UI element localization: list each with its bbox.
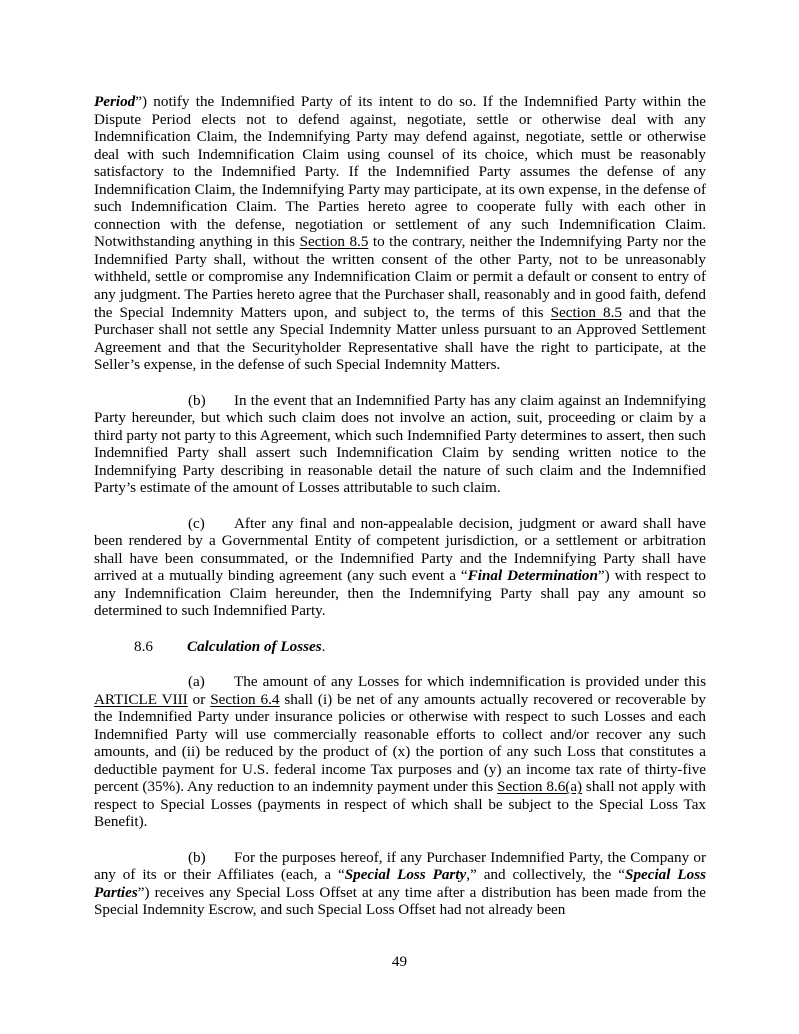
page-number: 49 bbox=[391, 953, 408, 970]
section-title: Calculation of Losses bbox=[187, 637, 322, 655]
clause-label: (a) bbox=[188, 673, 205, 691]
defined-term: Period bbox=[94, 93, 136, 110]
section-heading: 8.6 Calculation of Losses. bbox=[134, 637, 326, 655]
section-number: 8.6 bbox=[134, 637, 153, 655]
clause-label: (b) bbox=[188, 848, 206, 866]
paragraph-indemnification-defense: Period”) notify the Indemnified Party of its intent to do so. If the Indemnified Party within the Dispute Period elects not to defend against, negotiate, settle or otherwise deal with any Indemnification Claim, the Indemnifying Party may defend against, negotiate, settle or otherwise deal with such Indemnification Claim using counsel of its choice, which must be reasonably satisfactory to the Indemnified Party. If the Indemnified Party assumes the defense of any Indemnification Claim, the Indemnifying Party may participate, at its own expense, in the defense of such Indemnification Claim. The Parties hereto agree to cooperate fully with each other in connection with the defense, negotiation or settlement of any such Indemnification Claim. Notwithstanding anything in this Section 8.5 to the contrary, neither the Indemnifying Party nor the Indemnified Party shall, without the written consent of the other Party, not to be unreasonably withheld, settle or compromise any Indemnification Claim or permit a default or consent to entry of any judgment. The Parties hereto agree that the Purchaser shall, reasonably and in good faith, defend the Special Indemnity Matters upon, and subject to, the terms of this Section 8.5 and that the Purchaser shall not settle any Special Indemnity Matter unless pursuant to an Approved Settlement Agreement and that the Securityholder Representative shall have the right to participate, at the Seller’s expense, in the defense of such Special Indemnity Matters. bbox=[94, 93, 706, 374]
section-reference: Section 6.4 bbox=[210, 690, 280, 708]
clause-label: (c) bbox=[188, 514, 205, 532]
clause-label: (b) bbox=[188, 391, 206, 409]
paragraph-86a-net-losses: (a) The amount of any Losses for which indemnification is provided under this ARTICLE VIII or Section 6.4 shall (i) be net of any amounts actually recovered or recoverable by the Indemnified Party under insurance policies or otherwise with respect to such Losses and each Indemnified Party will use commercially reasonable efforts to collect and/or recover any such amounts, and (ii) be reduced by the product of (x) the portion of any such Loss that constitutes a deductible payment for U.S. federal income Tax purposes and (y) an income tax rate of thirty-five percent (35%). Any reduction to an indemnity payment under this Section 8.6(a) shall not apply with respect to Special Losses (payments in respect of which shall be subject to the Special Loss Tax Benefit). bbox=[94, 673, 706, 831]
section-reference: ARTICLE VIII bbox=[94, 690, 188, 708]
defined-term: Final Determination bbox=[467, 567, 598, 585]
document-body bbox=[94, 93, 706, 937]
paragraph-c-final-determination: (c) After any final and non-appealable decision, judgment or award shall have been rendered by a Governmental Entity of competent jurisdiction, or a settlement or arbitration shall have been consummated, or the Indemnified Party and the Indemnifying Party shall have arrived at a mutually binding agreement (any such event a “Final Determination”) with respect to any Indemnification Claim hereunder, then the Indemnifying Party shall pay any amount so determined to such Indemnified Party. bbox=[94, 514, 706, 620]
section-reference: Section 8.5 bbox=[550, 303, 622, 321]
section-reference: Section 8.6(a) bbox=[497, 778, 583, 796]
paragraph-b-direct-claims: (b) In the event that an Indemnified Party has any claim against an Indemnifying Party hereunder, but which such claim does not involve an action, suit, proceeding or claim by a third party not party to this Agreement, which such Indemnified Party determines to assert, then such Indemnified Party shall assert such Indemnification Claim by sending written notice to the Indemnifying Party describing in reasonable detail the nature of such claim and the Indemnified Party’s estimate of the amount of Losses attributable to such claim. bbox=[94, 391, 706, 497]
paragraph-86b-special-loss: (b) For the purposes hereof, if any Purchaser Indemnified Party, the Company or any of its or their Affiliates (each, a “Special Loss Party,” and collectively, the “Special Loss Parties”) receives any Special Loss Offset at any time after a distribution has been made from the Special Indemnity Escrow, and such Special Loss Offset had not already been bbox=[94, 848, 707, 919]
section-reference: Section 8.5 bbox=[299, 233, 369, 251]
defined-term: Special Loss Parties bbox=[94, 866, 707, 901]
defined-term: Special Loss Party bbox=[344, 866, 467, 884]
